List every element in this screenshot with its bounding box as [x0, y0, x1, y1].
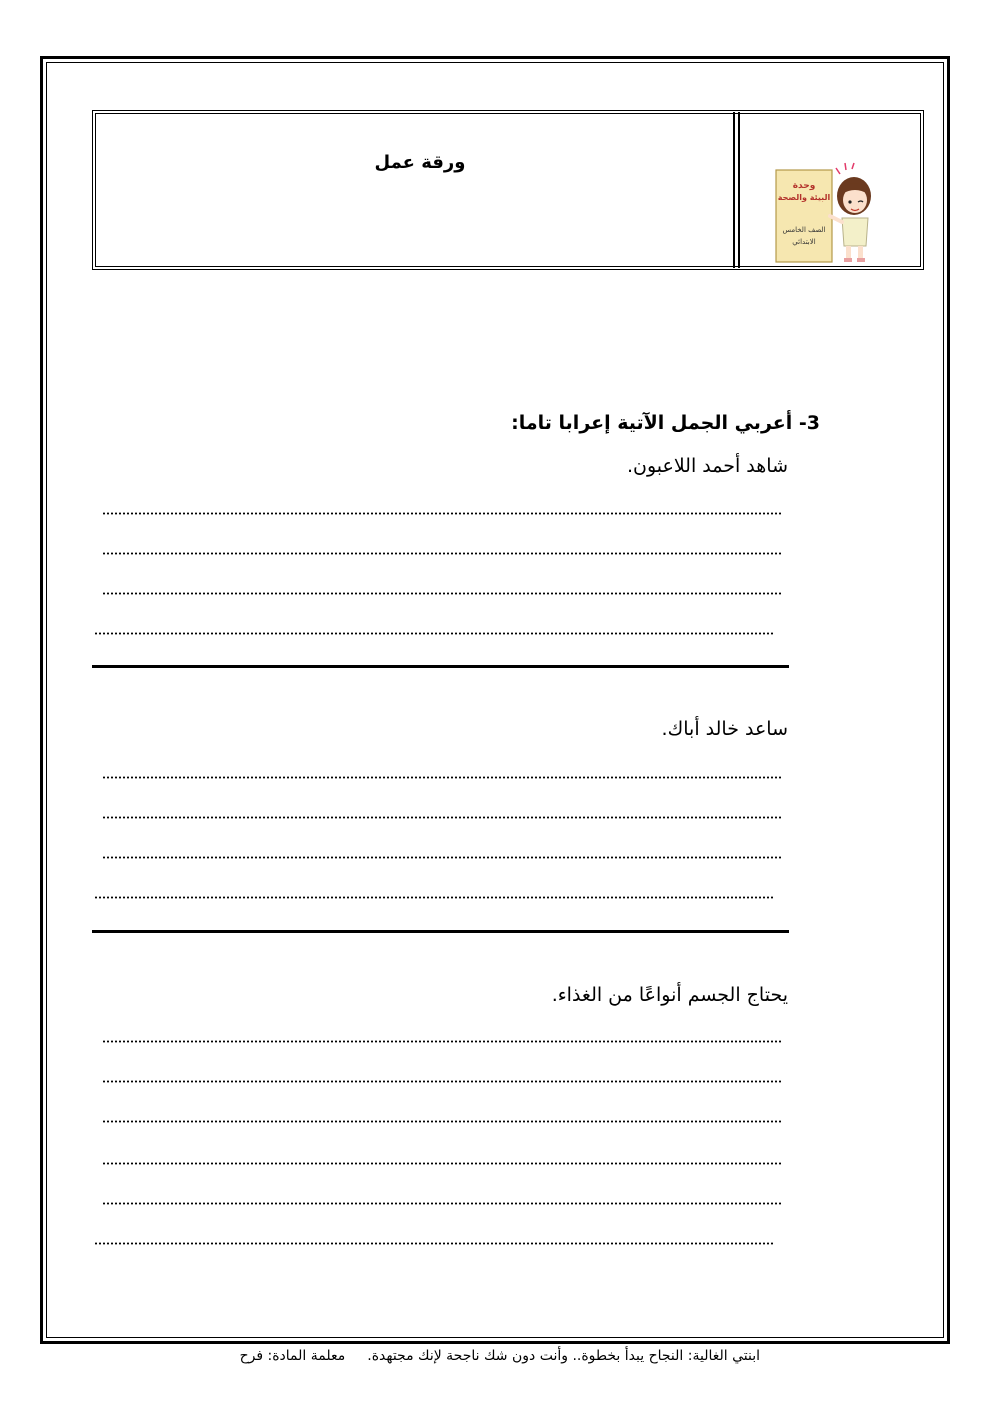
answer-line[interactable] [94, 896, 774, 899]
footer-motto: ابنتي الغالية: النجاح يبدأ بخطوة.. وأنت دون شك ناجحة لإنك مجتهدة. [367, 1348, 760, 1364]
sentence-1: شاهد أحمد اللاعبون. [626, 455, 788, 477]
question-3: 3- أعربي الجمل الآتية إعرابا تاما: [511, 412, 820, 434]
answer-line[interactable] [102, 552, 782, 555]
answer-line[interactable] [94, 632, 774, 635]
answer-line[interactable] [102, 1080, 782, 1083]
badge-unit-line2: البيئة والصحة [777, 193, 831, 202]
badge-illustration [742, 118, 920, 266]
section-separator [92, 665, 789, 668]
badge-grade-line1: الصف الخامس [782, 226, 826, 234]
answer-line[interactable] [102, 1120, 782, 1123]
answer-line[interactable] [94, 1242, 774, 1245]
answer-line[interactable] [102, 776, 782, 779]
badge-unit-line1: وحدة [792, 181, 816, 191]
answer-line[interactable] [102, 1162, 782, 1165]
badge-grade-line2: الابتدائي [792, 238, 816, 246]
answer-line[interactable] [102, 856, 782, 859]
answer-line[interactable] [102, 512, 782, 515]
answer-line[interactable] [102, 1202, 782, 1205]
worksheet-title: ورقة عمل [374, 152, 466, 173]
answer-line[interactable] [102, 816, 782, 819]
footer-teacher: معلمة المادة: فرح [239, 1348, 346, 1364]
header-divider [733, 112, 740, 268]
sentence-2: ساعد خالد أباك. [661, 718, 788, 740]
sentence-3: يحتاج الجسم أنواعًا من الغذاء. [551, 984, 788, 1006]
answer-line[interactable] [102, 592, 782, 595]
footer [220, 1348, 760, 1364]
answer-line[interactable] [102, 1040, 782, 1043]
girl-icon [830, 163, 871, 262]
section-separator [92, 930, 789, 933]
